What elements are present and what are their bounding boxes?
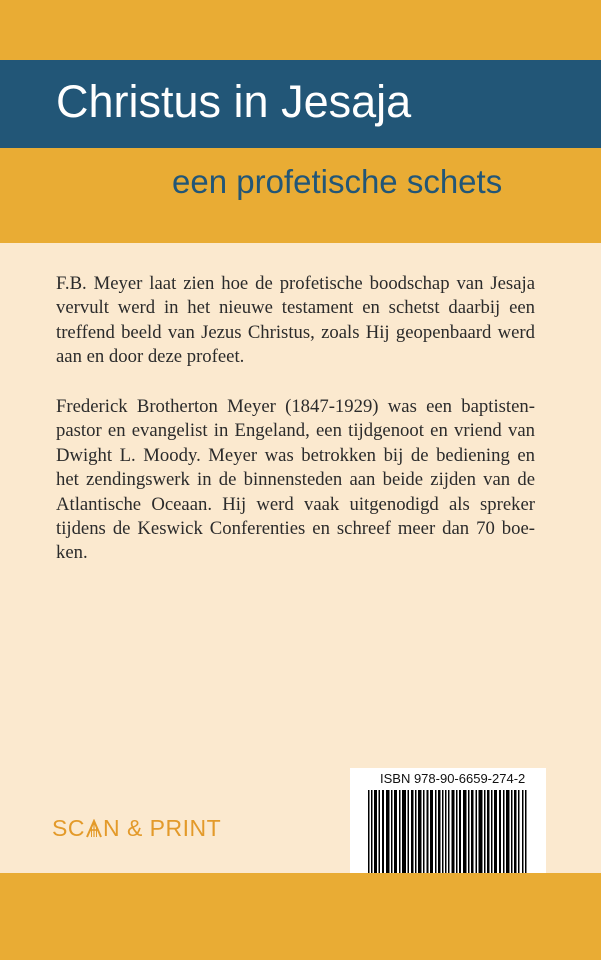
- isbn-label: ISBN 978-90-6659-274-2: [380, 771, 526, 786]
- description-paragraph: F.B. Meyer laat zien hoe de profetische boodschap van Jesaja vervult werd in het nieuwe testament en schetst daarbij een treffend beeld van Jezus Christus, zoals Hij geopenbaard werd aan en door deze profeet.: [56, 273, 535, 368]
- publisher-logo-prefix: SC: [52, 815, 85, 841]
- author-bio-paragraph: Frederick Brotherton Meyer (1847-1929) was een baptistenpastor en evangelist in Engeland, een tijdgenoot en vriend van Dwight L. Moody. Meyer was betrokken bij de bediening en het zendingswerk in de binnensteden aan beide zijden van de Atlantische Oceaan. Hij werd vaak uitgenodigd als spreker tijdens de Keswick Conferenties en schreef meer dan 70 boeken.: [56, 396, 535, 564]
- book-a-icon: [86, 816, 102, 835]
- bottom-color-band: [0, 873, 601, 960]
- book-title: Christus in Jesaja: [56, 76, 412, 127]
- publisher-logo: [52, 814, 221, 842]
- publisher-logo-suffix: N & PRINT: [102, 815, 222, 841]
- book-subtitle: een profetische schets: [172, 163, 503, 200]
